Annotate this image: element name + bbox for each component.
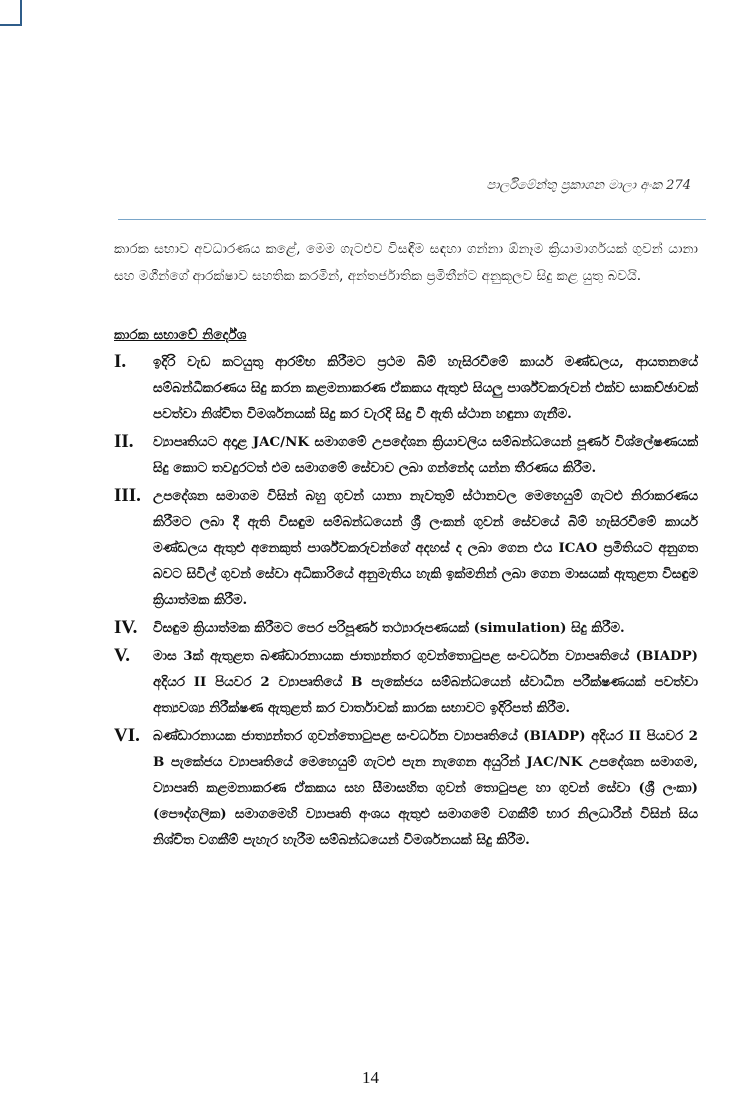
- recommendation-number: III.: [114, 485, 141, 506]
- running-header: පාර්ලිමේන්තු ප්‍රකාශන මාලා අංක 274: [486, 178, 691, 193]
- recommendation-number: I.: [114, 351, 127, 372]
- recommendation-item: [114, 643, 698, 721]
- header-divider: [118, 219, 706, 220]
- recommendation-number: VI.: [114, 725, 140, 746]
- page-number: 14: [362, 1068, 379, 1087]
- recommendation-text: මාස 3ක් ඇතුළත බණ්ඩාරනායක ජාත්‍යන්තර ගුවන්තොටුපළ සංවර්ධන ව්‍යාපෘතියේ (BIADP) අදියර II පියවර 2 ව්‍යාපෘතියේ B පැකේජය සම්බන්ධයෙන් ස්වාධීන පරීක්ෂණයක් පවත්වා අත්‍යවශ්‍ය නිරීක්ෂණ ඇතුළත් කර වාර්තාවක් කාරක සභාවට ඉදිරිපත් කිරීම.: [153, 648, 698, 716]
- recommendation-text: උපදේශන සමාගම විසින් බහු ගුවන් යානා නැවතුම් ස්ථානවල මෙහෙයුම් ගැටළු නිරාකරණය කිරීමට ලබා දී ඇති විසඳුම සම්බන්ධයෙන් ශ්‍රී ලංකන් ගුවන් සේවයේ බිම් හැසිරවීමේ කාර්ය මණ්ඩලය ඇතුළු අනෙකුත් පාර්ශ්වකරුවන්ගේ අදහස් ද ලබා ගෙන එය ICAO ප්‍රමිතියට අනුගත බවට සිවිල් ගුවන් සේවා අධිකාරියේ අනුමැතිය හැකි ඉක්මනින් ලබා ගෙන මාසයක් ඇතුළත විසඳුම ක්‍රියාත්මක කිරීම.: [153, 488, 698, 608]
- recommendation-text: ව්‍යාපෘතියට අදාළ JAC/NK සමාගමේ උපදේශන ක්‍රියාවලිය සම්බන්ධයෙන් පූර්ණ විශ්ලේෂණයක් සිදු කොට තවදුරටත් එම සමාගමේ සේවාව ලබා ගන්නේද යන්න තීරණය කිරීම.: [153, 434, 698, 476]
- recommendations-list: [114, 349, 698, 853]
- recommendation-number: II.: [114, 431, 134, 452]
- intro-paragraph: කාරක සභාව අවධාරණය කළේ, මෙම ගැටළුව විසඳීම සඳහා ගන්නා ඕනෑම ක්‍රියාමාර්ගයක් ගුවන් යානා සහ මගීන්ගේ ආරක්ෂාව සහතික කරමින්, අන්තර්ජාතික ප්‍රමිතීන්ට අනුකූලව සිදු කළ යුතු බවයි.: [114, 241, 698, 284]
- recommendation-text: ඉදිරි වැඩ කටයුතු ආරම්භ කිරීමට ප්‍රථම බිම් හැසිරවීමේ කාර්ය මණ්ඩලය, ආයතනයේ සම්බන්ධීකරණය සිදු කරන කළමනාකරණ ඒකකය ඇතුළු සියලු පාර්ශ්වකරුවන් එක්ව සාකච්ඡාවක් පවත්වා නිශ්චිත විමර්ශනයක් සිදු කර වැරදි සිදු වී ඇති ස්ථාන හඳුනා ගැනීම.: [153, 354, 698, 422]
- recommendation-item: [114, 723, 698, 853]
- recommendation-number: V.: [114, 645, 131, 666]
- page-body: [114, 236, 698, 855]
- page-corner-mark: [0, 0, 22, 26]
- recommendation-number: IV.: [114, 617, 138, 638]
- recommendation-text: විසඳුම ක්‍රියාත්මක කිරීමට පෙර පරිපූර්ණ තථ්‍යාරූපණයක් (simulation) සිදු කිරීම.: [153, 620, 625, 636]
- recommendation-item: [114, 615, 698, 641]
- recommendation-item: [114, 349, 698, 427]
- recommendation-item: [114, 429, 698, 481]
- recommendation-text: බණ්ඩාරනායක ජාත්‍යන්තර ගුවන්තොටුපළ සංවර්ධන ව්‍යාපෘතියේ (BIADP) අදියර II පියවර 2 B පැකේජය ව්‍යාපෘතියේ මෙහෙයුම් ගැටළු පැන නැගෙන අයුරින් JAC/NK උපදේශන සමාගම, ව්‍යාපෘති කළමනාකරණ ඒකකය සහ සීමාසහිත ගුවන් තොටුපළ හා ගුවන් සේවා (ශ්‍රී ලංකා) (පෞද්ගලික) සමාගමෙහි ව්‍යාපෘති අංශය ඇතුළු සමාගමේ වගකීම් භාර නිලධාරීන් විසින් සිය නිශ්චිත වගකීම් පැහැර හැරීම සම්බන්ධයෙන් විමර්ශනයක් සිදු කිරීම.: [153, 728, 698, 848]
- recommendations-heading: කාරක සභාවේ නිර්දේශ: [114, 327, 247, 343]
- recommendation-item: [114, 483, 698, 613]
